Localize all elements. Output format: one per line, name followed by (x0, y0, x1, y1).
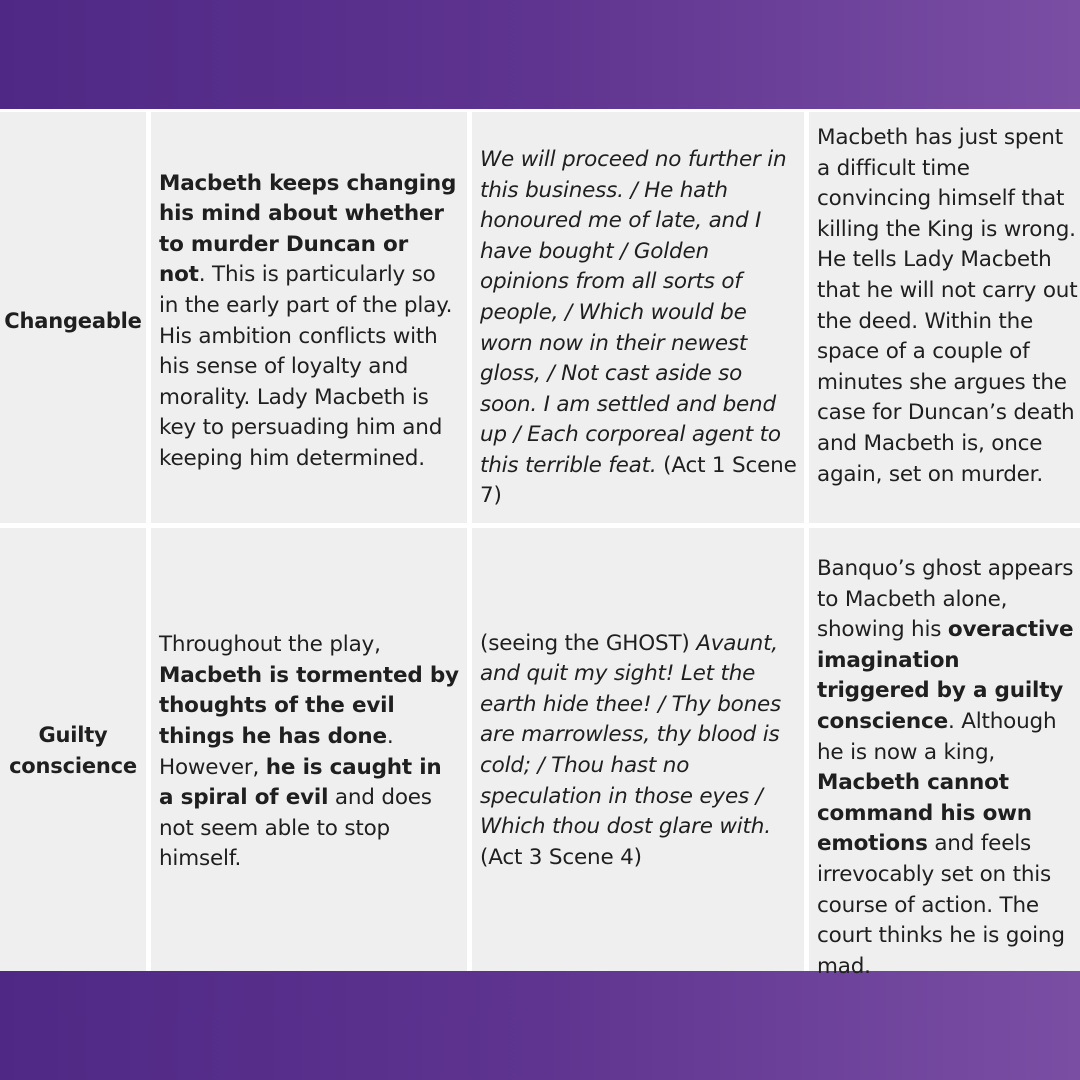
trait-description-cell (151, 112, 467, 523)
body-text: (Act 3 Scene 4) (480, 844, 642, 870)
quote-cell (472, 112, 804, 523)
body-text: . However, (159, 723, 394, 780)
quote-cell (472, 528, 804, 971)
emphasis-text: Macbeth is tormented by thoughts of the evil things he has done (159, 662, 459, 749)
emphasis-text: Macbeth cannot command his own emotions (817, 770, 1032, 857)
body-text: and does not seem able to stop himself. (159, 785, 432, 872)
emphasis-text: he is caught in a spiral of evil (159, 754, 442, 811)
trait-description (159, 630, 461, 875)
body-text: . Although he is now a king, (817, 708, 1057, 765)
trait-label-text: Guilty conscience (9, 723, 137, 778)
analysis-cell (809, 112, 1080, 523)
emphasis-text: overactive imagination triggered by a guilty conscience (817, 617, 1074, 734)
trait-description (159, 169, 461, 475)
body-text: and feels irrevocably set on this course of action. The court thinks he is going mad. (817, 831, 1065, 979)
analysis-cell (809, 528, 1080, 979)
trait-description-cell (151, 528, 467, 971)
top-purple-band (0, 0, 1080, 108)
quote-text (480, 629, 798, 874)
character-traits-table (0, 109, 1080, 979)
body-text: Throughout the play, (159, 632, 381, 658)
trait-label-guilty-conscience (0, 528, 146, 971)
analysis-text (817, 123, 1078, 490)
trait-label-text: Changeable (4, 309, 142, 334)
quotation-text: We will proceed no further in this business. / He hath honoured me of late, and I have bought / Golden opinions from all sorts of people, / Which would be worn now in their newest gloss, / Not cast aside so soon. I am settled and bend up / Each corporeal agent to this terrible feat. (480, 146, 787, 478)
quote-text (480, 145, 798, 512)
quotation-text: Avaunt, and quit my sight! Let the earth hide thee! / Thy bones are marrowless, thy blood is cold; / Thou hast no speculation in those eyes / Which thou dost glare with. (480, 630, 782, 840)
trait-label-changeable (0, 112, 146, 523)
body-text: (seeing the GHOST) (480, 630, 697, 656)
analysis-text (817, 554, 1078, 982)
body-text: . This is particularly so in the early part of the play. His ambition conflicts with his sense of loyalty and morality. Lady Macbeth is key to persuading him and keeping him determined. (159, 262, 453, 471)
bottom-purple-band (0, 972, 1080, 1080)
body-text: Macbeth has just spent a difficult time convincing himself that killing the King is wrong. He tells Lady Macbeth that he will not carry out the deed. Within the space of a couple of minutes she argues the case for Duncan’s death and Macbeth is, once again, set on murder. (817, 125, 1078, 487)
body-text: (Act 1 Scene 7) (480, 452, 797, 509)
emphasis-text: Macbeth keeps changing his mind about whether to murder Duncan or not (159, 170, 457, 288)
body-text: Banquo’s ghost appears to Macbeth alone, showing his (817, 556, 1074, 643)
